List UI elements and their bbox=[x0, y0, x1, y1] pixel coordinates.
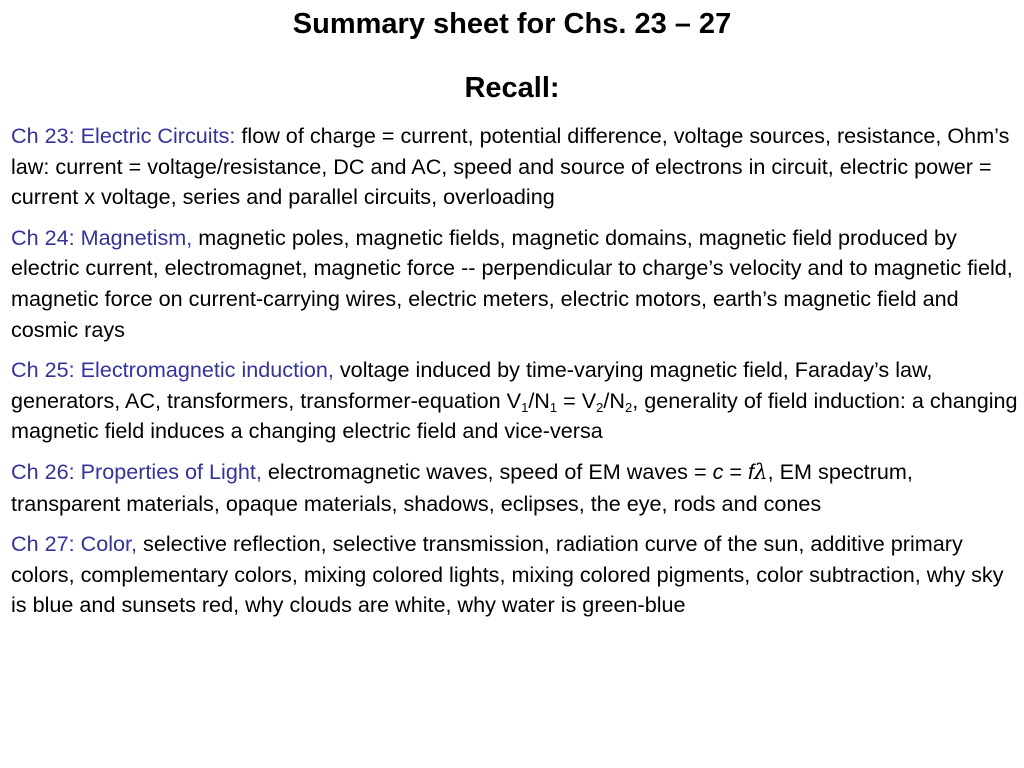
subscript: 1 bbox=[549, 399, 558, 415]
frequency-symbol: f bbox=[747, 458, 754, 484]
chapter-25-text: /N bbox=[528, 387, 550, 413]
chapter-26-summary bbox=[11, 457, 1019, 519]
chapter-25-text: , generality of field induction: a changing magnetic field induces a changing electric field and vice-versa bbox=[11, 387, 1018, 444]
chapter-25-text: = V bbox=[557, 387, 597, 413]
chapter-26-heading: Ch 26: Properties of Light, bbox=[11, 458, 262, 484]
chapter-23-heading: Ch 23: Electric Circuits: bbox=[11, 123, 236, 148]
chapter-26-text: , EM spectrum, transparent materials, opaque materials, shadows, eclipses, the eye, rods and cones bbox=[11, 458, 913, 516]
page-title: Summary sheet for Chs. 23 – 27 bbox=[292, 8, 732, 40]
chapter-27-text: selective reflection, selective transmission, radiation curve of the sun, additive primary colors, complementary colors, mixing colored lights, mixing colored pigments, color subtraction, why sky is blue and sunsets red, why clouds are white, why water is green-blue bbox=[11, 531, 1004, 618]
chapter-24-summary bbox=[11, 223, 1019, 345]
subscript: 1 bbox=[521, 399, 529, 415]
subscript: 2 bbox=[624, 399, 633, 415]
chapter-26-text: electromagnetic waves, speed of EM waves = bbox=[261, 458, 713, 484]
chapter-27-summary bbox=[11, 529, 1019, 621]
equals-sign: = bbox=[723, 458, 748, 484]
chapter-24-text: magnetic poles, magnetic fields, magnetic domains, magnetic field produced by electric current, electromagnet, magnetic force -- perpendicular to charge’s velocity and to magnetic field, magnetic force on current-carrying wires, electric meters, electric motors, earth’s magnetic field and cosmic rays bbox=[11, 224, 1013, 342]
chapter-23-text: flow of charge = current, potential difference, voltage sources, resistance, Ohm’s law: current = voltage/resistance, DC and AC, speed and source of electrons in circuit, electric power = current x voltage, series and parallel circuits, overloading bbox=[11, 123, 1010, 210]
chapter-25-text: /N bbox=[603, 387, 625, 413]
page-subtitle: Recall: bbox=[464, 72, 560, 104]
chapter-27-heading: Ch 27: Color, bbox=[11, 531, 138, 557]
summary-content bbox=[11, 121, 1019, 631]
chapter-25-heading: Ch 25: Electromagnetic induction, bbox=[11, 357, 334, 383]
chapter-25-summary bbox=[11, 355, 1019, 447]
wavelength-symbol: λ bbox=[753, 459, 768, 485]
chapter-23-summary bbox=[11, 121, 1019, 213]
speed-of-light-symbol: c bbox=[712, 458, 724, 484]
subscript: 2 bbox=[596, 399, 604, 415]
chapter-25-text: voltage induced by time-varying magnetic field, Faraday’s law, generators, AC, transformers, transformer-equation V bbox=[11, 357, 933, 413]
chapter-24-heading: Ch 24: Magnetism, bbox=[11, 224, 193, 250]
